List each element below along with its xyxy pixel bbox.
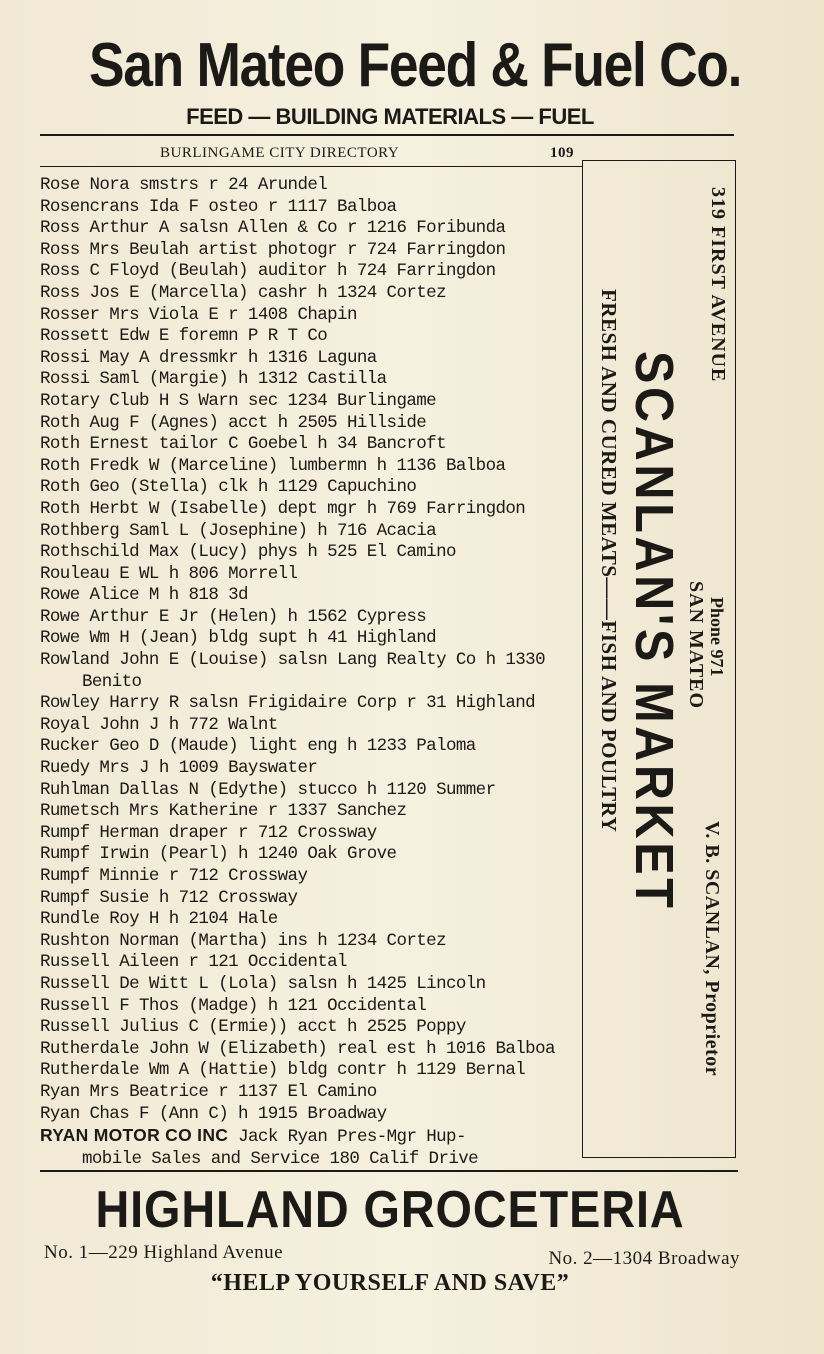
bottom-ad-title: HIGHLAND GROCETERIA [95,1181,685,1239]
listing-entry: Rutherdale John W (Elizabeth) real est h 1016 Balboa [40,1038,555,1059]
directory-name: BURLINGAME CITY DIRECTORY [160,145,400,161]
side-ad-address: 319 FIRST AVENUE [707,187,729,383]
listing-entry: Rucker Geo D (Maude) light eng h 1233 Paloma [40,736,476,757]
bottom-ad-slogan: “HELP YOURSELF AND SAVE” [210,1270,570,1296]
top-ad-divider [40,134,734,136]
listing-entry: Rothschild Max (Lucy) phys h 525 El Camino [40,542,456,563]
side-ad-name: SCANLAN'S MARKET [624,351,684,912]
page-number: 109 [550,145,574,161]
listing-entry: Rosser Mrs Viola E r 1408 Chapin [40,304,357,325]
listing-entry: Rosencrans Ida F osteo r 1117 Balboa [40,196,397,217]
directory-listings [40,175,588,1170]
listing-entry: Rowley Harry R salsn Frigidaire Corp r 31 Highland [40,693,536,714]
listing-entry: Rowe Wm H (Jean) bldg supt h 41 Highland [40,628,437,649]
listing-entry: Rutherdale Wm A (Hattie) bldg contr h 1129 Bernal [40,1060,526,1081]
bold-listing-detail: Jack Ryan Pres-Mgr Hup- [238,1127,466,1148]
listing-entry: Ruedy Mrs J h 1009 Bayswater [40,758,318,779]
listing-entry: Roth Ernest tailor C Goebel h 34 Bancroft [40,434,446,455]
listing-entry: Rumpf Minnie r 712 Crossway [40,866,308,886]
listing-entry: Rose Nora smstrs r 24 Arundel [40,175,328,195]
listing-entry: Rossi May A dressmkr h 1316 Laguna [40,347,377,368]
listing-entry: Ryan Mrs Beatrice r 1137 El Camino [40,1081,377,1102]
side-ad-phone: Phone 971 [707,597,727,677]
listing-entry: Rothberg Saml L (Josephine) h 716 Acacia [40,520,437,541]
listing-entry: Rossi Saml (Margie) h 1312 Castilla [40,369,387,390]
top-advertisement [40,28,740,130]
listing-entry: Roth Fredk W (Marceline) lumbermn h 1136 Balboa [40,455,506,476]
listing-entry: Rundle Roy H h 2104 Hale [40,909,278,930]
listing-entry: Rowe Arthur E Jr (Helen) h 1562 Cypress [40,606,427,627]
listing-entry: Rowe Alice M h 818 3d [40,585,248,606]
side-ad-rotated-content [583,161,737,1159]
top-ad-title: San Mateo Feed & Fuel Co. [89,31,742,100]
top-ad-subtitle: FEED — BUILDING MATERIALS — FUEL [186,104,594,129]
listing-entry: Rouleau E WL h 806 Morrell [40,563,298,584]
listing-entry: Ross Mrs Beulah artist photogr r 724 Farringdon [40,239,506,260]
side-ad-tagline: FRESH AND CURED MEATS——FISH AND POULTRY [597,289,621,833]
listing-entry: Rumetsch Mrs Katherine r 1337 Sanchez [40,801,407,822]
listing-continuation: mobile Sales and Service 180 Calif Drive [82,1148,479,1169]
listing-entry: Rumpf Susie h 712 Crossway [40,887,298,908]
listing-entry: Rushton Norman (Martha) ins h 1234 Cortez [40,930,446,951]
listing-entry: Ruhlman Dallas N (Edythe) stucco h 1120 Summer [40,779,496,800]
listing-entry: Russell F Thos (Madge) h 121 Occidental [40,995,427,1016]
listing-entry: Royal John J h 772 Walnt [40,714,278,735]
bold-listing-name: RYAN MOTOR CO INC [40,1125,229,1146]
listing-entry: Russell Aileen r 121 Occidental [40,952,347,973]
listing-entry: Roth Herbt W (Isabelle) dept mgr h 769 Farringdon [40,498,526,519]
listing-entry: Rotary Club H S Warn sec 1234 Burlingame [40,390,437,411]
listing-entry: Roth Aug F (Agnes) acct h 2505 Hillside [40,412,427,433]
side-ad-proprietor: V. B. SCANLAN, Proprietor [701,821,723,1077]
listing-entry: Ross C Floyd (Beulah) auditor h 724 Farringdon [40,261,496,282]
listing-entry: Rumpf Herman draper r 712 Crossway [40,822,377,843]
header-divider [40,166,582,167]
listing-entry: Rossett Edw E foremn P R T Co [40,326,328,347]
bottom-ad-divider [40,1170,738,1172]
listing-entry: Ross Jos E (Marcella) cashr h 1324 Cortez [40,282,446,303]
listing-continuation: Benito [82,671,142,692]
listing-entry: Rumpf Irwin (Pearl) h 1240 Oak Grove [40,844,397,865]
side-advertisement [582,160,736,1158]
listing-entry: Russell Julius C (Ermie)) acct h 2525 Poppy [40,1017,466,1038]
bottom-ad-branch-2: No. 2—1304 Broadway [548,1248,740,1269]
listing-entry: Rowland John E (Louise) salsn Lang Realty Co h 1330 [40,650,545,671]
listing-entry-bold [40,1125,588,1149]
listing-entry: Ross Arthur A salsn Allen & Co r 1216 Foribunda [40,218,506,239]
side-ad-city: SAN MATEO [685,581,707,710]
listing-entry: Roth Geo (Stella) clk h 1129 Capuchino [40,477,417,498]
listing-entry: Ryan Chas F (Ann C) h 1915 Broadway [40,1103,387,1124]
bottom-ad-branch-1: No. 1—229 Highland Avenue [44,1242,284,1263]
listing-entry: Russell De Witt L (Lola) salsn h 1425 Lincoln [40,973,486,994]
